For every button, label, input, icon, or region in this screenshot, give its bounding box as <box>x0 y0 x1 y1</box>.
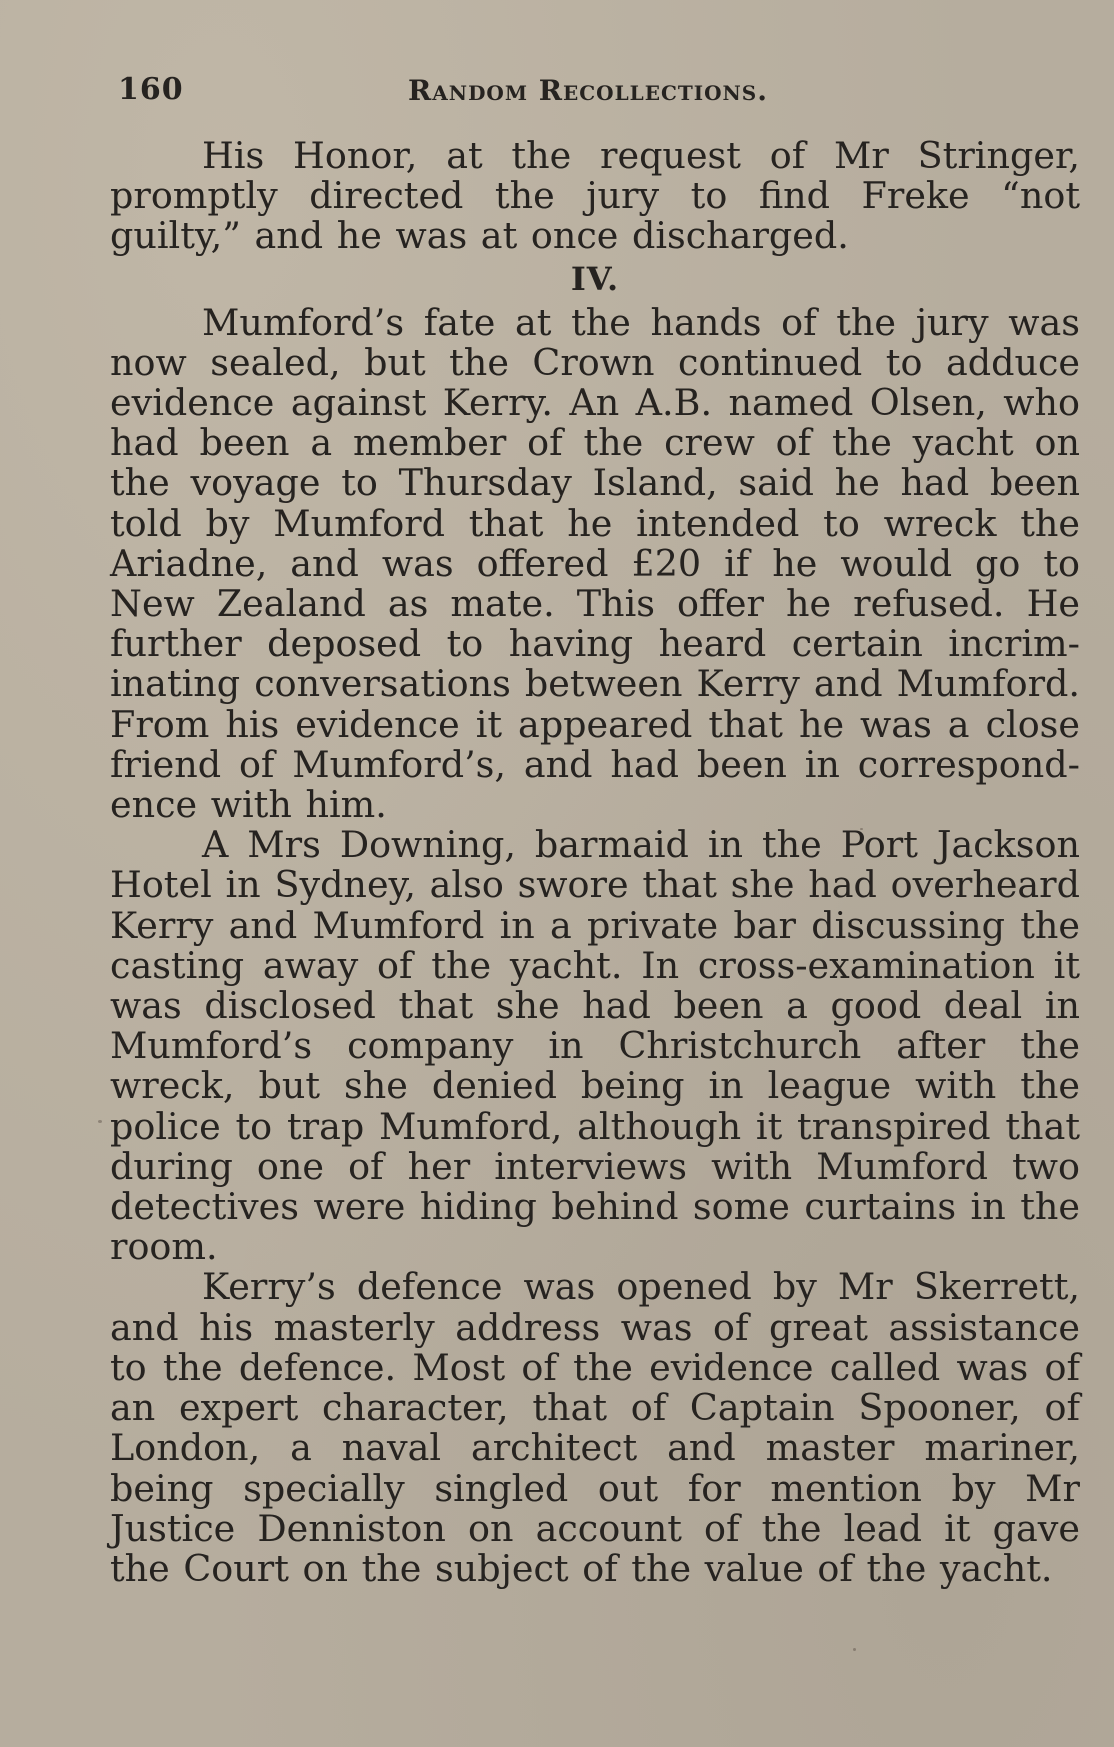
paragraph-1: His Honor, at the request of Mr Stringer, promptly directed the jury to find Freke “not guilty,” and he was at once discharged. <box>110 134 1080 258</box>
page-header <box>118 72 1078 112</box>
section-heading: IV. <box>570 259 620 298</box>
paragraph-3: A Mrs Downing, barmaid in the Port Jackson Hotel in Sydney, also swore that she had overheard Kerry and Mumford in a private bar discussing the casting away of the yacht. In cross-examination it was disclosed that she had been a good deal in Mumford’s company in Christchurch after the wreck, but she denied being in league with the police to trap Mumford, although it transpired that during one of her interviews with Mumford two detectives were hiding behind some curtains in the room. <box>110 823 1080 1269</box>
paper-speck <box>853 1648 856 1651</box>
paragraph-4: Kerry’s defence was opened by Mr Skerrett, and his masterly address was of great assistance to the defence. Most of the evidence called was of an expert character, that of Captain Spooner, of London, a naval architect and master mariner, being specially singled out for mention by Mr Justice Denniston on account of the lead it gave the Court on the subject of the value of the yacht. <box>110 1265 1080 1590</box>
body-text <box>110 136 1080 1589</box>
paper-speck <box>98 1120 102 1123</box>
running-title: Random Recollections. <box>408 74 768 107</box>
paragraph-2: Mumford’s fate at the hands of the jury was now sealed, but the Crown continued to adduce evidence against Kerry. An A.B. named Olsen, who had been a member of the crew of the yacht on the voyage to Thursday Island, said he had been told by Mumford that he intended to wreck the Ariadne, and was offered £20 if he would go to New Zealand as mate. This offer he refused. He further deposed to having heard certain incriminating conversations between Kerry and Mumford. From his evidence it appeared that he was a close friend of Mumford’s, and had been in correspondence with him. <box>110 300 1080 827</box>
paper-speck <box>860 828 863 830</box>
page-number: 160 <box>118 72 184 107</box>
